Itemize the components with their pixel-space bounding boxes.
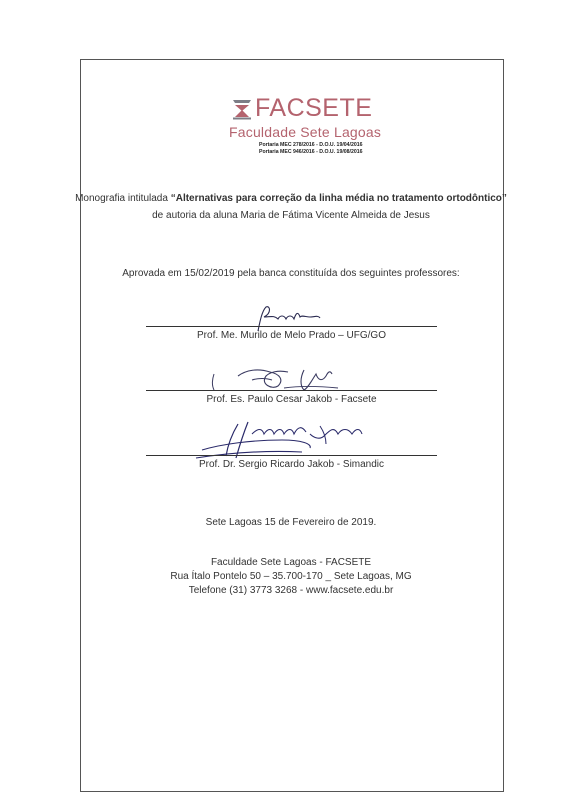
logo-portaria-2: Portaria MEC 946/2016 - D.O.U. 19/08/2016 [259,149,363,155]
author-line: de autoria da aluna Maria de Fátima Vicente Almeida de Jesus [152,210,430,221]
monograph-prefix: Monografia intitulada [75,193,171,204]
logo-name: FACSETE [255,94,373,122]
signatory-3-name: Prof. Dr. Sergio Ricardo Jakob - Simandic [198,459,385,470]
approval-line: Aprovada em 15/02/2019 pela banca constituída dos seguintes professores: [122,268,460,279]
logo-portaria-1: Portaria MEC 278/2016 - D.O.U. 19/04/2016 [259,142,363,148]
facsete-logo [225,91,382,161]
institution-contact: Telefone (31) 3773 3268 - www.facsete.edu.br [188,585,394,596]
institution-name: Faculdade Sete Lagoas - FACSETE [210,557,372,568]
institution-address: Rua Ítalo Pontelo 50 – 35.700-170 _ Sete Lagoas, MG [170,571,412,582]
monograph-line [0,193,582,204]
facsete-mark-icon [232,98,252,120]
date-line: Sete Lagoas 15 de Fevereiro de 2019. [205,517,377,528]
signatory-1-name: Prof. Me. Murilo de Melo Prado – UFG/GO [197,330,386,341]
monograph-title: “Alternativas para correção da linha média no tratamento ortodôntico” [170,193,507,204]
signatory-2-name: Prof. Es. Paulo Cesar Jakob - Facsete [206,394,377,405]
signature-line-3 [146,455,437,456]
signature-line-1 [146,326,437,327]
logo-subtitle: Faculdade Sete Lagoas [229,124,382,140]
signature-line-2 [146,390,437,391]
signature-1 [250,303,330,333]
